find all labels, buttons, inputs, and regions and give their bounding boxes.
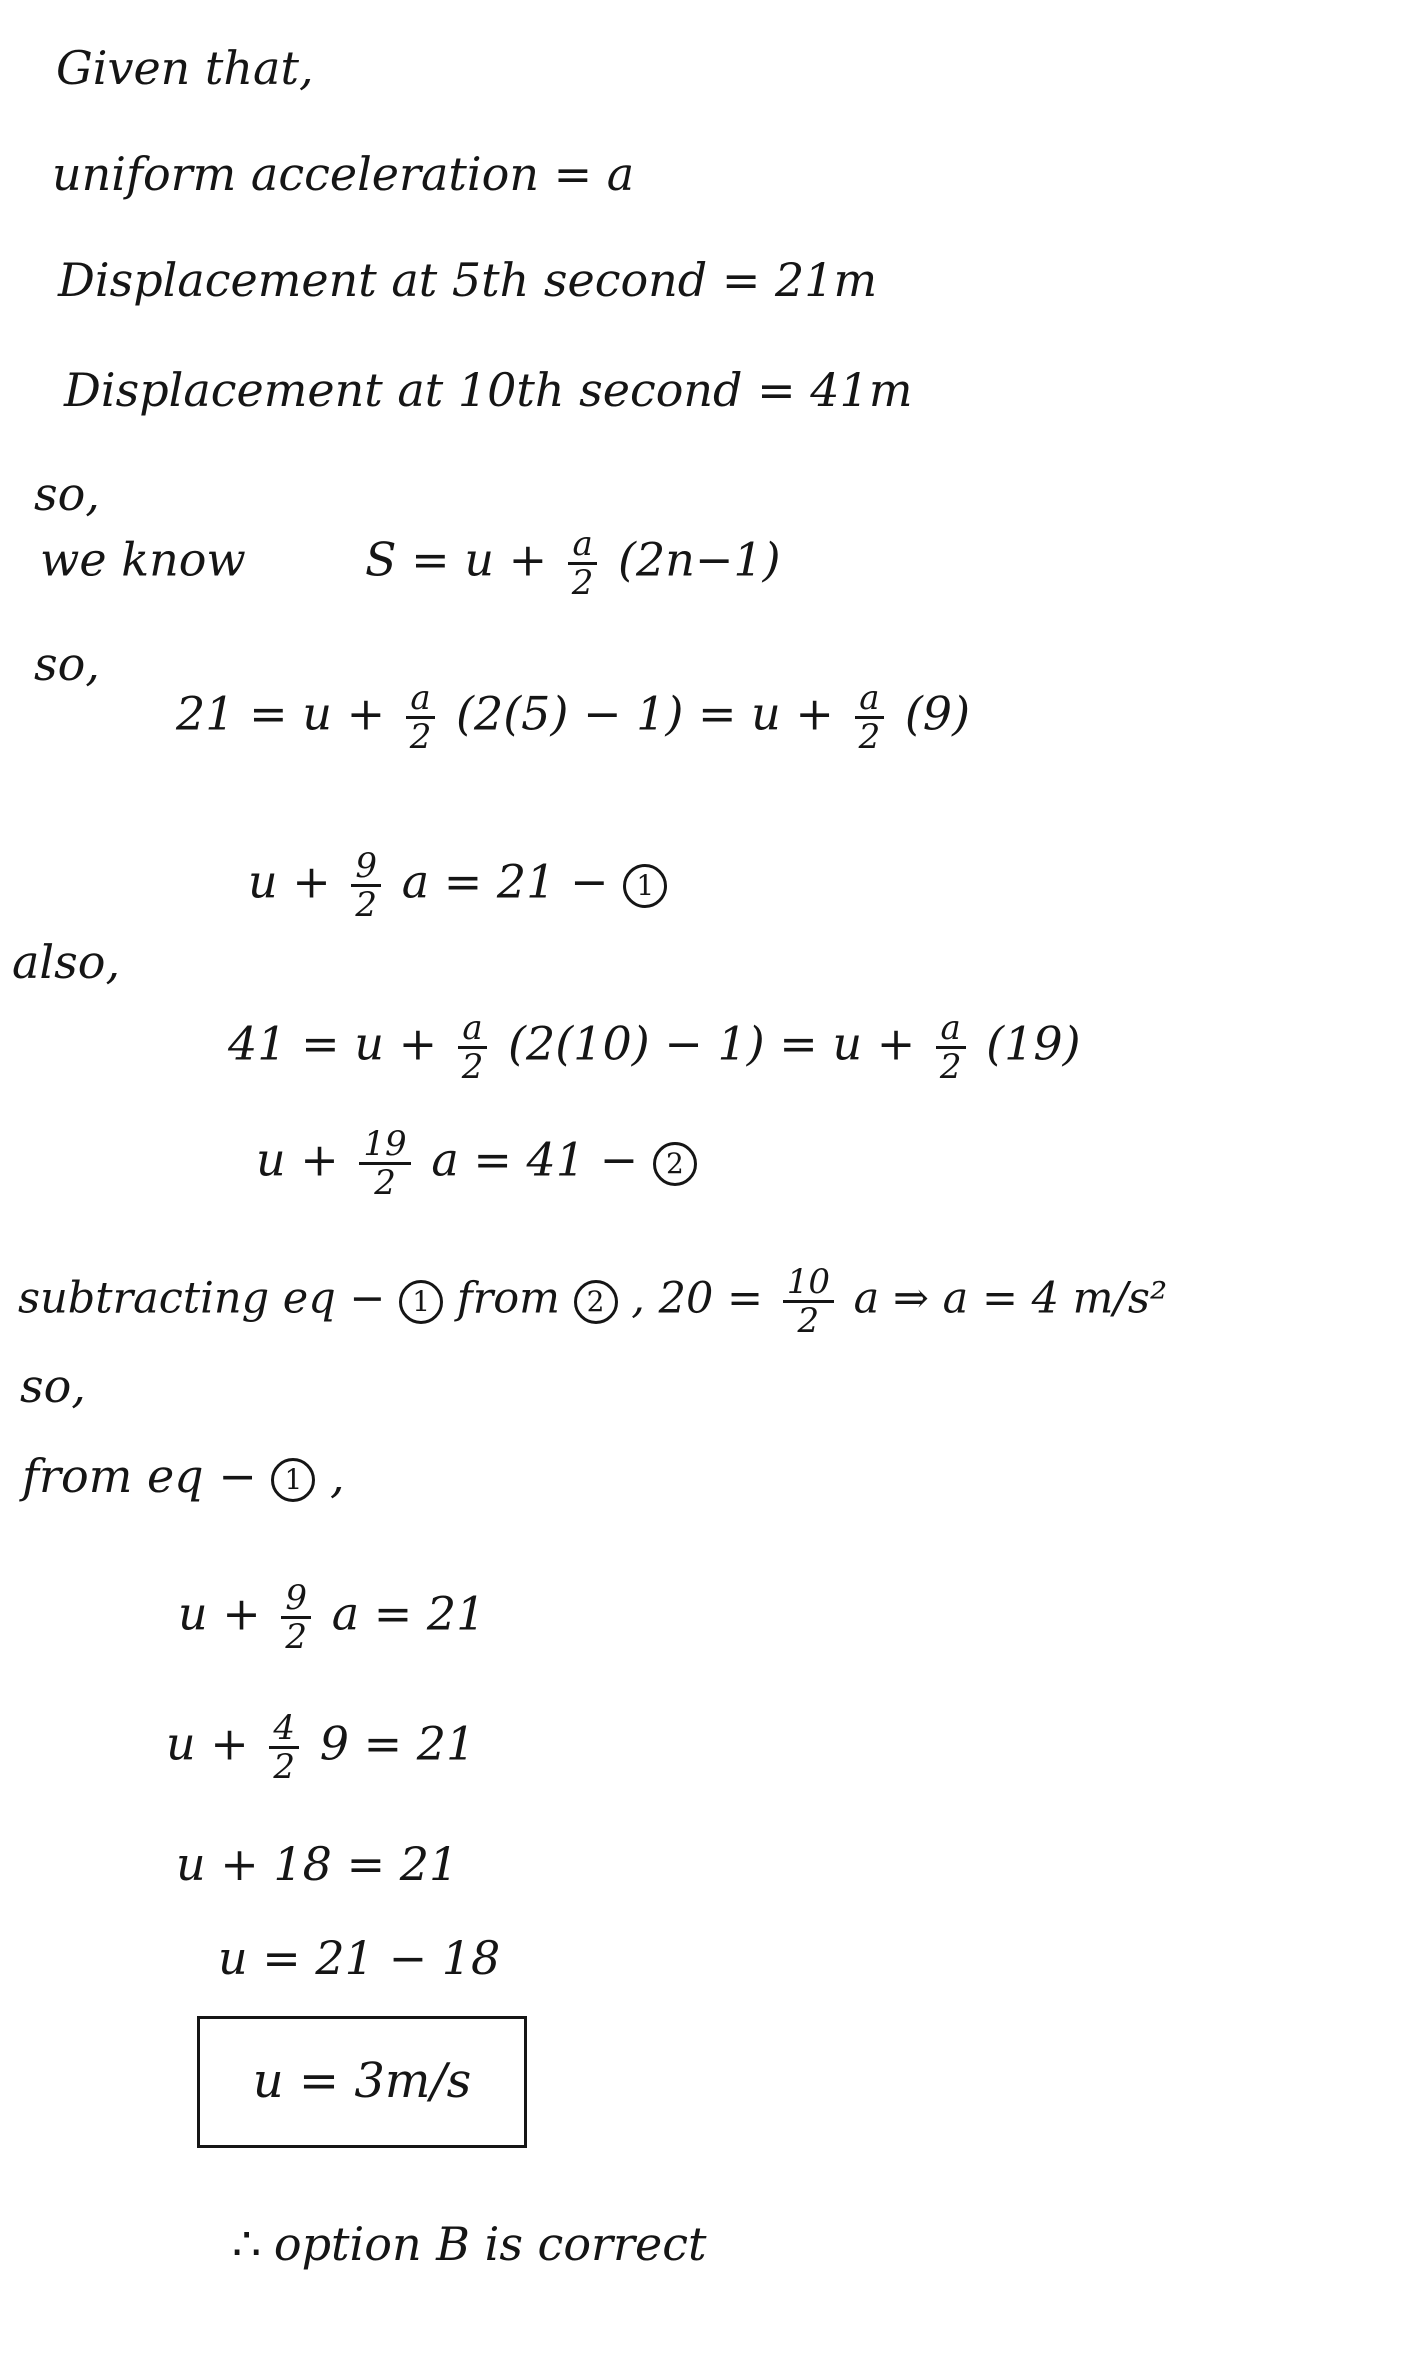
step-4: u = 21 − 18 xyxy=(218,1931,501,1985)
given-heading: Given that, xyxy=(56,41,314,95)
we-know-text: we know xyxy=(40,532,246,587)
from-eq-line: from eq − 1 , xyxy=(22,1449,345,1503)
equation-1: u + $\frac{9}{2}$ a = 21 − 1 xyxy=(248,848,667,923)
step-1: u + $\frac{9}{2}$ a = 21 xyxy=(178,1578,486,1657)
answer-box xyxy=(197,2016,527,2148)
displacement-10th-line: Displacement at 10th second = 41m xyxy=(64,363,913,417)
answer-text: u = 3m/s xyxy=(252,2053,472,2109)
formula-rhs: (2n−1) xyxy=(618,532,781,587)
formula-line xyxy=(40,526,781,601)
so-line-2: so, xyxy=(34,637,100,691)
equation-2: u + $\frac{19}{2}$ a = 41 − 2 xyxy=(256,1126,697,1201)
formula-fraction: $\frac{a}{2}$ xyxy=(568,526,598,601)
equation-label-2: 2 xyxy=(653,1142,697,1186)
also-line: also, xyxy=(12,935,121,989)
formula-lhs: S = u + xyxy=(365,532,548,587)
so-line-3: so, xyxy=(20,1359,86,1413)
equation-10th-second: 41 = u + $\frac{a}{2}$ (2(10) − 1) = u + $\frac{a}{2}$ (19) xyxy=(228,1008,1081,1087)
subtraction-line: subtracting eq − 1 from 2 , 20 = $\frac{10}{2}$ a ⇒ a = 4 m/s² xyxy=(18,1262,1168,1341)
acceleration-line: uniform acceleration = a xyxy=(52,147,635,201)
step-2: u + $\frac{4}{2}$ 9 = 21 xyxy=(166,1708,476,1787)
step-3: u + 18 = 21 xyxy=(176,1837,459,1891)
equation-label-1: 1 xyxy=(623,864,667,908)
displacement-5th-line: Displacement at 5th second = 21m xyxy=(58,253,878,307)
equation-5th-second: 21 = u + $\frac{a}{2}$ (2(5) − 1) = u + $\frac{a}{2}$ (9) xyxy=(176,678,971,757)
so-line-1: so, xyxy=(34,467,100,521)
therefore-symbol: ∴ xyxy=(232,2217,260,2271)
conclusion-text: option B is correct xyxy=(273,2217,707,2271)
conclusion-line xyxy=(232,2216,706,2272)
